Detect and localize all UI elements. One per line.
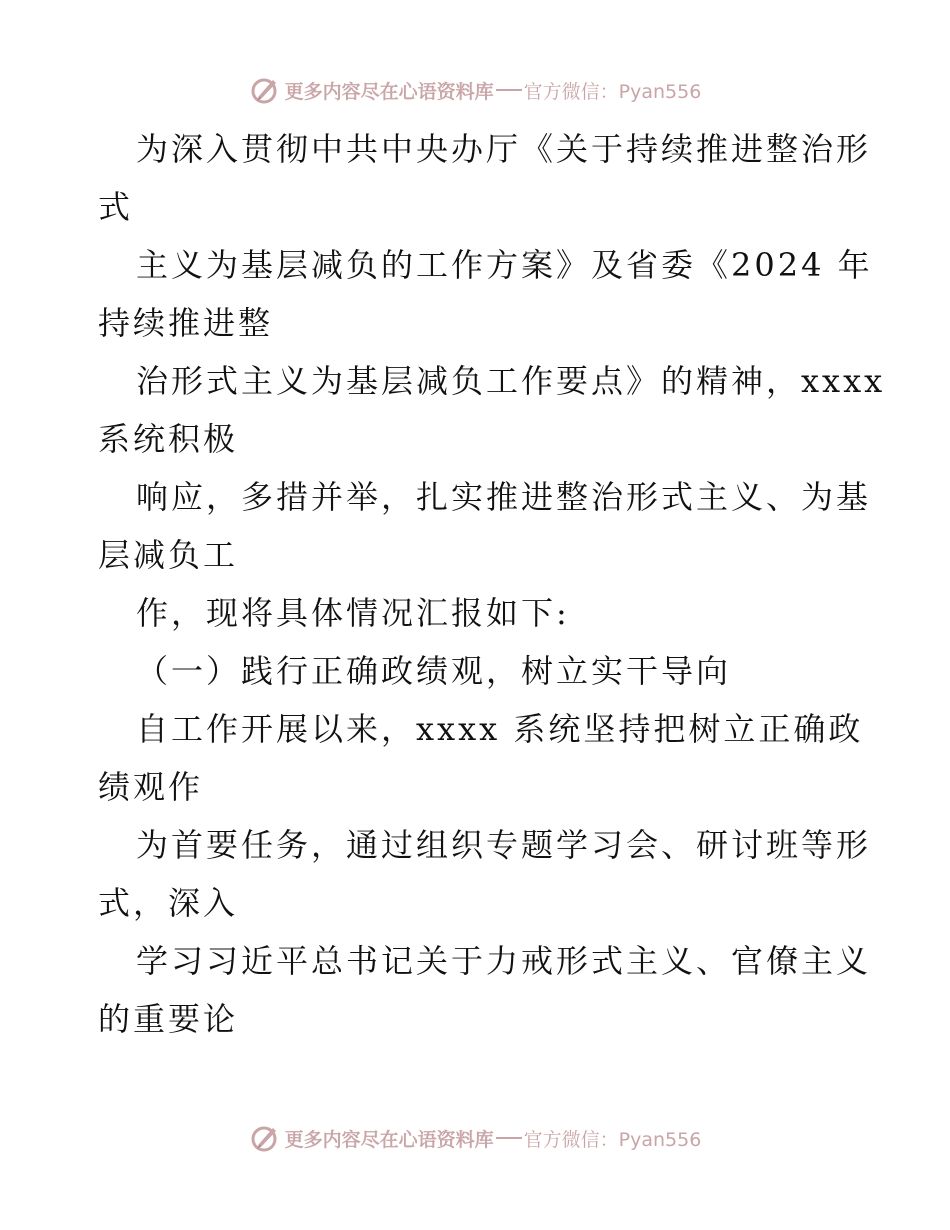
paragraph-line-wrap: 系统积极 [98, 420, 239, 458]
paragraph-line: 作，现将具体情况汇报如下: [136, 594, 570, 632]
paragraph-line: 学习习近平总书记关于力戒形式主义、官僚主义 [136, 942, 872, 980]
feather-pen-logo-icon [249, 74, 281, 106]
paragraph-line-wrap: 绩观作 [98, 768, 204, 806]
feather-pen-logo-icon [249, 1122, 281, 1154]
paragraph-line-wrap: 的重要论 [98, 1000, 239, 1038]
watermark-dash [496, 89, 522, 91]
watermark-wechat-text: 官方微信：Pyan556 [523, 1128, 702, 1151]
paragraph-line: 治形式主义为基层减负工作要点》的精神，xxxx [136, 362, 886, 400]
paragraph-line: 响应，多措并举，扎实推进整治形式主义、为基 [136, 478, 872, 516]
paragraph-line: 为深入贯彻中共中央办厅《关于持续推进整治形 [136, 130, 872, 168]
watermark-dash [496, 1137, 522, 1139]
paragraph-line-wrap: 式 [98, 188, 134, 226]
watermark-text: 更多内容尽在心语资料库 [284, 80, 494, 103]
bottom-watermark-banner [0, 1118, 950, 1158]
section-heading: （一）践行正确政绩观，树立实干导向 [136, 652, 732, 690]
paragraph-line-wrap: 式，深入 [98, 884, 239, 922]
watermark-text: 更多内容尽在心语资料库 [284, 1128, 494, 1151]
paragraph-line-wrap: 持续推进整 [98, 304, 274, 342]
top-watermark-banner [0, 70, 950, 110]
watermark-wechat-text: 官方微信：Pyan556 [523, 80, 702, 103]
paragraph-line-wrap: 层减负工 [98, 536, 239, 574]
paragraph-line: 自工作开展以来，xxxx 系统坚持把树立正确政 [136, 710, 864, 748]
paragraph-line: 主义为基层减负的工作方案》及省委《2024 年 [136, 246, 873, 284]
paragraph-line: 为首要任务，通过组织专题学习会、研讨班等形 [136, 826, 872, 864]
document-body [98, 120, 886, 1048]
